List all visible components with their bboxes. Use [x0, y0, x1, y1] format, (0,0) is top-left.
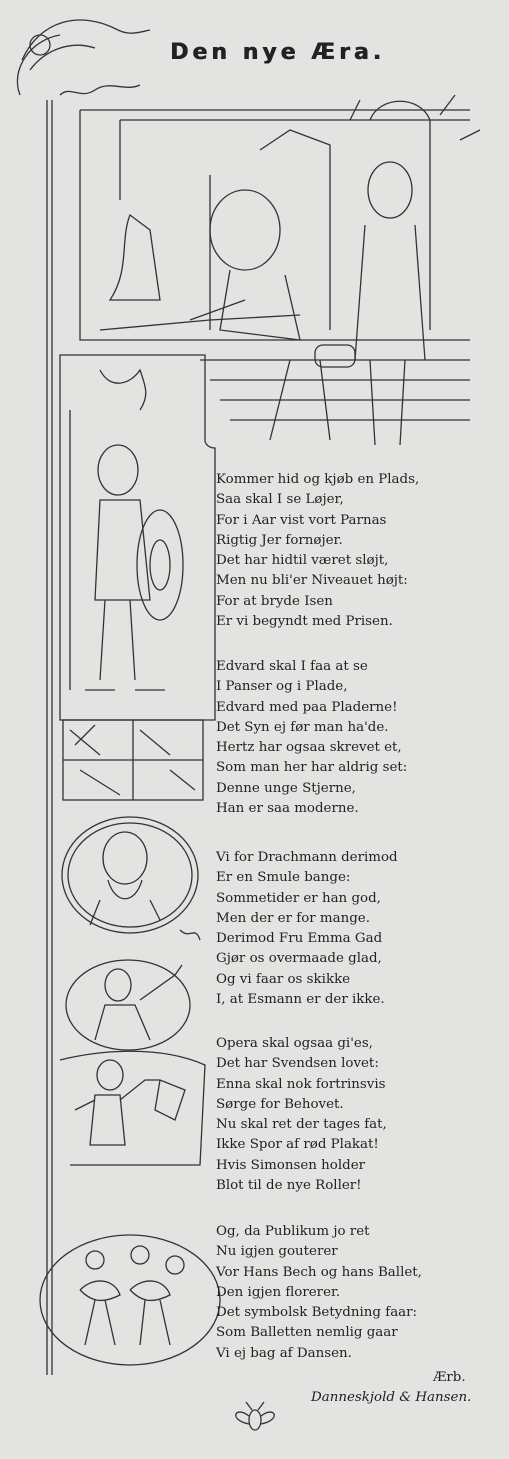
poem-line: Men der er for mange.	[216, 910, 370, 926]
poem-line: Vor Hans Bech og hans Ballet,	[216, 1264, 422, 1280]
portrait-drachmann-illustration	[62, 817, 200, 940]
poem-stanza-4	[216, 1034, 387, 1196]
poem-line: Det Syn ej før man ha'de.	[216, 719, 389, 735]
poem-line: Ikke Spor af rød Plakat!	[216, 1137, 379, 1153]
poem-line: Sørge for Behovet.	[216, 1096, 344, 1112]
poem-line: Hertz har ogsaa skrevet et,	[216, 740, 402, 756]
poem-line: Vi for Drachmann derimod	[216, 850, 398, 865]
portrait-esmann-illustration	[66, 960, 190, 1050]
theater-scene-illustration	[80, 95, 480, 445]
poem-line: Nu igjen gouterer	[216, 1244, 338, 1260]
poem-line: For i Aar vist vort Parnas	[216, 512, 387, 528]
poem-line: Og, da Publikum jo ret	[216, 1224, 370, 1239]
poem-line: For at bryde Isen	[216, 593, 333, 609]
poem-line: Opera skal ogsaa gi'es,	[216, 1036, 373, 1051]
poem-line: Men nu bli'er Niveauet højt:	[216, 573, 408, 589]
poem-line: Han er saa moderne.	[216, 801, 359, 817]
poem-line: Derimod Fru Emma Gad	[216, 931, 383, 947]
poem-line: Det symbolsk Betydning faar:	[216, 1305, 418, 1321]
signature-initials: Ærb.	[433, 1370, 466, 1385]
poem-line: Hvis Simonsen holder	[216, 1157, 366, 1173]
poem-line: Den igjen florerer.	[216, 1284, 341, 1300]
poem-stanza-2	[216, 657, 407, 819]
dancing-figure-illustration	[60, 1051, 205, 1165]
poem-line: I Panser og i Plade,	[216, 679, 348, 695]
ballet-dancers-illustration	[40, 1235, 220, 1365]
poem-line: Det har hidtil været sløjt,	[216, 553, 389, 569]
poem-line: Edvard skal I faa at se	[216, 659, 368, 674]
poem-line: Som man her har aldrig set:	[216, 760, 408, 776]
poem-line: Det har Svendsen lovet:	[216, 1056, 379, 1072]
poem-line: Er vi begyndt med Prisen.	[216, 614, 393, 630]
page-title: Den nye Æra.	[170, 40, 386, 65]
poem-stanza-5	[216, 1222, 422, 1364]
poem-line: Blot til de nye Roller!	[216, 1178, 362, 1194]
poem-stanza-1	[216, 470, 419, 632]
poem-line: Nu skal ret der tages fat,	[216, 1117, 387, 1133]
poem-stanza-3	[216, 848, 398, 1010]
poem-line: Denne unge Stjerne,	[216, 780, 356, 796]
poem-line: Kommer hid og kjøb en Plads,	[216, 472, 420, 487]
poem-line: Er en Smule bange:	[216, 870, 351, 886]
poem-line: Edvard med paa Pladerne!	[216, 699, 398, 715]
poem-line: Vi ej bag af Dansen.	[216, 1345, 352, 1361]
poem-line: Og vi faar os skikke	[216, 971, 351, 987]
signature-names: Danneskjold & Hansen.	[311, 1390, 472, 1405]
window-illustration	[63, 720, 203, 800]
poem-line: Rigtig Jer fornøjer.	[216, 532, 343, 548]
ornament-scroll-icon	[17, 20, 150, 95]
fly-ornament-icon	[236, 1402, 275, 1430]
poem-line: I, at Esmann er der ikke.	[216, 992, 385, 1008]
poem-line: Sommetider er han god,	[216, 890, 381, 906]
knight-illustration	[60, 355, 215, 720]
poem-line: Saa skal I se Løjer,	[216, 492, 344, 508]
poem-line: Gjør os overmaade glad,	[216, 951, 382, 967]
poem-line: Enna skal nok fortrinsvis	[216, 1076, 386, 1092]
poem-line: Som Balletten nemlig gaar	[216, 1325, 398, 1341]
